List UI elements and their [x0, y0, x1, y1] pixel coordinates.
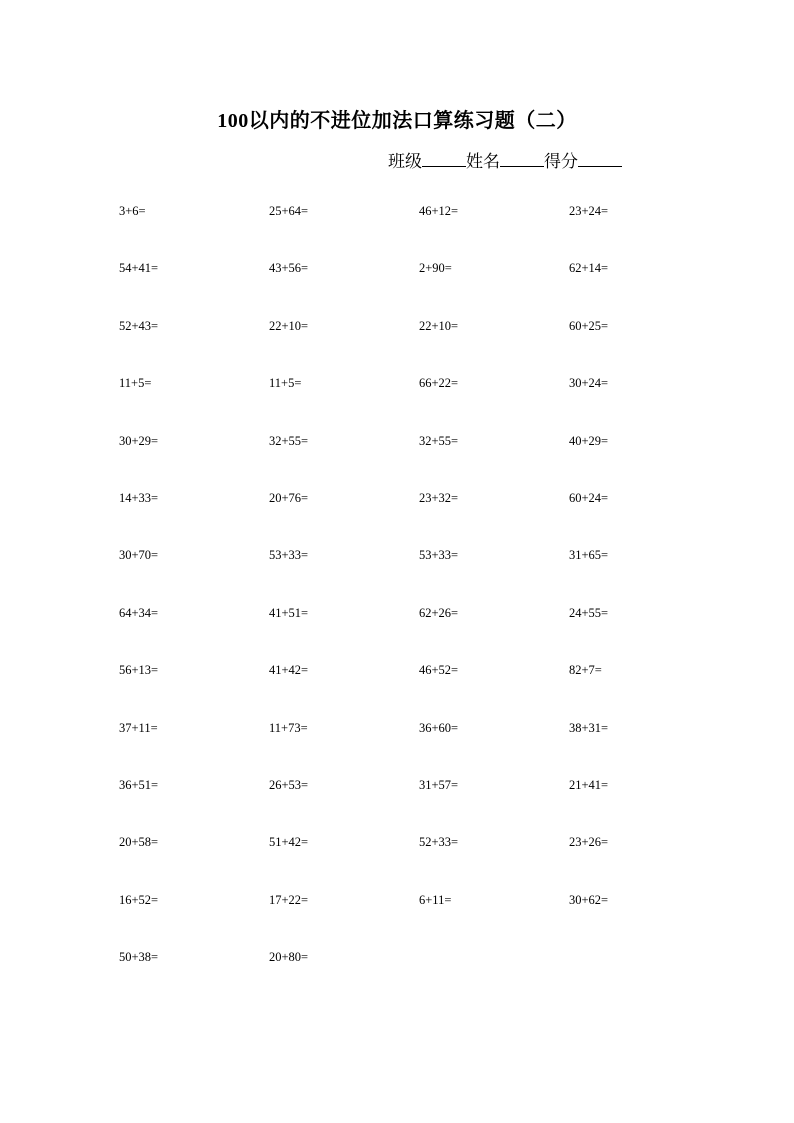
math-problem: 53+33= — [419, 548, 459, 563]
math-problem: 21+41= — [569, 777, 609, 792]
math-problem: 30+62= — [569, 892, 609, 907]
name-blank[interactable] — [500, 150, 544, 167]
math-problem: 24+55= — [569, 605, 609, 620]
math-problem: 46+52= — [419, 663, 459, 678]
math-problem: 23+24= — [569, 204, 609, 218]
math-problem: 38+31= — [569, 720, 609, 735]
math-problem: 22+10= — [419, 318, 459, 333]
math-problem: 56+13= — [119, 663, 159, 678]
math-problem: 32+55= — [419, 433, 459, 448]
math-problem: 11+5= — [119, 376, 152, 391]
math-problem: 22+10= — [269, 318, 309, 333]
math-problem: 30+70= — [119, 548, 159, 563]
math-problem: 3+6= — [119, 204, 146, 218]
math-problem: 41+42= — [269, 663, 309, 678]
math-problem: 31+57= — [419, 777, 459, 792]
math-problem: 46+12= — [419, 204, 459, 218]
math-problem: 20+76= — [269, 490, 309, 505]
math-problem: 30+24= — [569, 376, 609, 391]
math-problem: 53+33= — [269, 548, 309, 563]
math-problem: 62+14= — [569, 261, 609, 276]
class-label: 班级 — [388, 152, 422, 171]
math-problem: 37+11= — [119, 720, 158, 735]
student-info-line — [388, 147, 622, 172]
math-problem: 2+90= — [419, 261, 452, 276]
math-problem: 60+25= — [569, 318, 609, 333]
math-problem: 23+26= — [569, 835, 609, 850]
math-problem: 16+52= — [119, 892, 159, 907]
score-blank[interactable] — [578, 150, 622, 167]
math-problem: 43+56= — [269, 261, 309, 276]
math-problem: 52+33= — [419, 835, 459, 850]
math-problem: 60+24= — [569, 490, 609, 505]
score-label: 得分 — [544, 152, 578, 171]
math-problem: 30+29= — [119, 433, 159, 448]
math-problem: 62+26= — [419, 605, 459, 620]
math-problem: 31+65= — [569, 548, 609, 563]
math-problem: 36+60= — [419, 720, 459, 735]
math-problem: 50+38= — [119, 950, 159, 965]
math-problem: 40+29= — [569, 433, 609, 448]
math-problem: 82+7= — [569, 663, 602, 678]
math-problem: 32+55= — [269, 433, 309, 448]
page-title: 100以内的不进位加法口算练习题（二） — [217, 110, 577, 132]
math-problem: 20+80= — [269, 950, 309, 965]
math-problem: 54+41= — [119, 261, 159, 276]
math-problem: 41+51= — [269, 605, 309, 620]
class-blank[interactable] — [422, 150, 466, 167]
math-problem: 6+11= — [419, 892, 452, 907]
math-problem: 11+73= — [269, 720, 308, 735]
math-problem: 51+42= — [269, 835, 309, 850]
name-label: 姓名 — [466, 152, 500, 171]
math-problem: 20+58= — [119, 835, 159, 850]
math-problem: 66+22= — [419, 376, 459, 391]
math-problem: 17+22= — [269, 892, 309, 907]
problem-grid — [119, 202, 719, 1005]
math-problem: 52+43= — [119, 318, 159, 333]
math-problem: 64+34= — [119, 605, 159, 620]
math-problem: 26+53= — [269, 777, 309, 792]
math-problem: 25+64= — [269, 204, 309, 218]
math-problem: 11+5= — [269, 376, 302, 391]
math-problem: 14+33= — [119, 490, 159, 505]
math-problem: 23+32= — [419, 490, 459, 505]
math-problem: 36+51= — [119, 777, 159, 792]
